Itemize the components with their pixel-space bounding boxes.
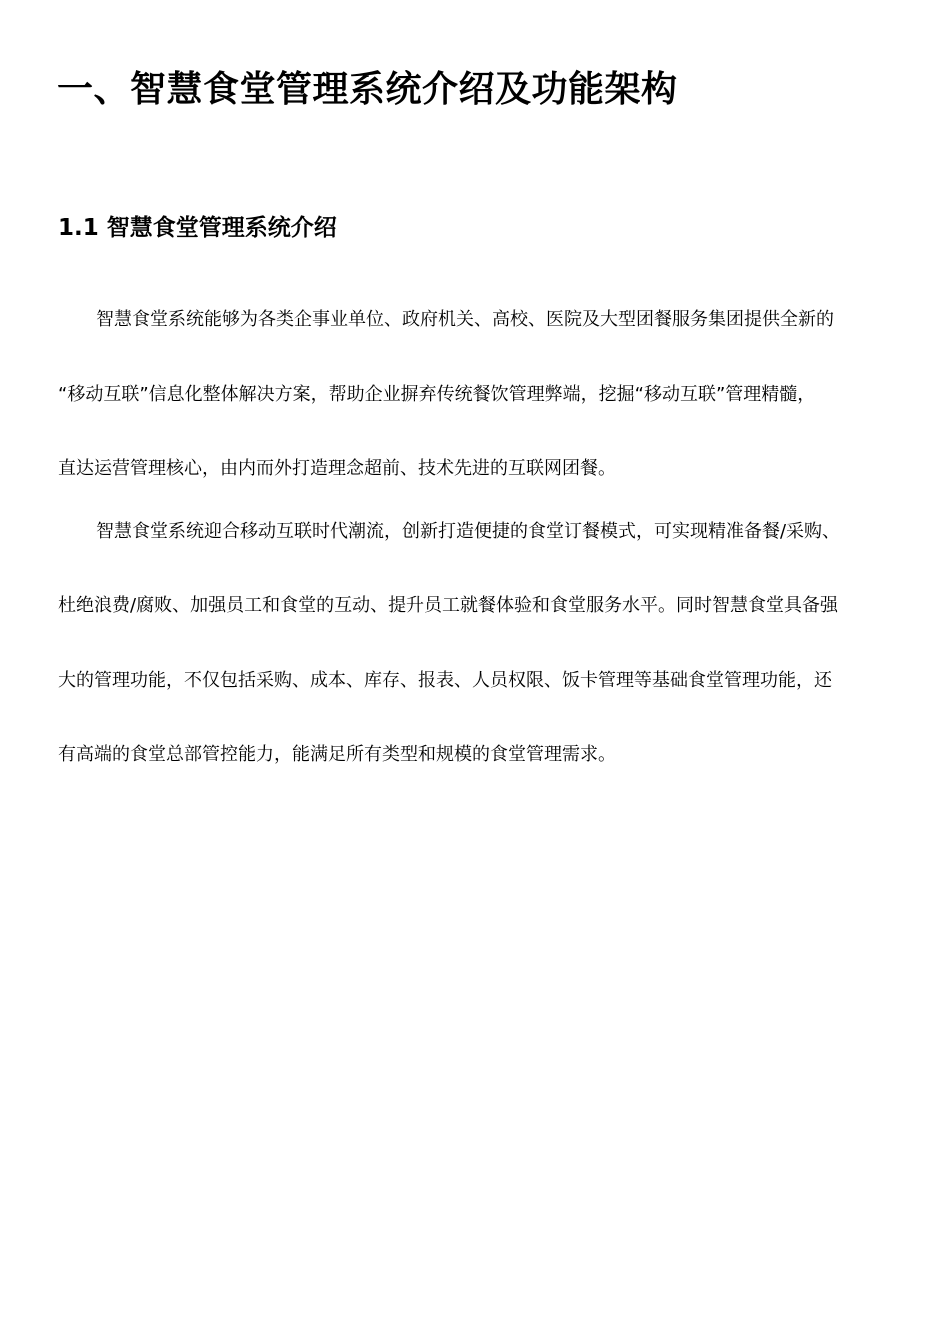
paragraph-line: 有高端的食堂总部管控能力，能满足所有类型和规模的食堂管理需求。 bbox=[58, 744, 616, 765]
paragraph-line: 杜绝浪费/腐败、加强员工和食堂的互动、提升员工就餐体验和食堂服务水平。同时智慧食堂具备强 bbox=[58, 595, 839, 616]
paragraph-line: 直达运营管理核心，由内而外打造理念超前、技术先进的互联网团餐。 bbox=[58, 458, 616, 479]
paragraph-line: 智慧食堂系统能够为各类企事业单位、政府机关、高校、医院及大型团餐服务集团提供全新的 bbox=[96, 309, 834, 330]
paragraph-line: “移动互联”信息化整体解决方案，帮助企业摒弃传统餐饮管理弊端，挖掘“移动互联”管理精髓， bbox=[58, 384, 816, 405]
section-heading: 1.1 智慧食堂管理系统介绍 bbox=[58, 215, 337, 241]
paragraph-line: 大的管理功能，不仅包括采购、成本、库存、报表、人员权限、饭卡管理等基础食堂管理功能，还 bbox=[58, 670, 832, 691]
document-title: 一、智慧食堂管理系统介绍及功能架构 bbox=[57, 69, 678, 110]
paragraph-line: 智慧食堂系统迎合移动互联时代潮流，创新打造便捷的食堂订餐模式，可实现精准备餐/采购、 bbox=[96, 521, 841, 542]
